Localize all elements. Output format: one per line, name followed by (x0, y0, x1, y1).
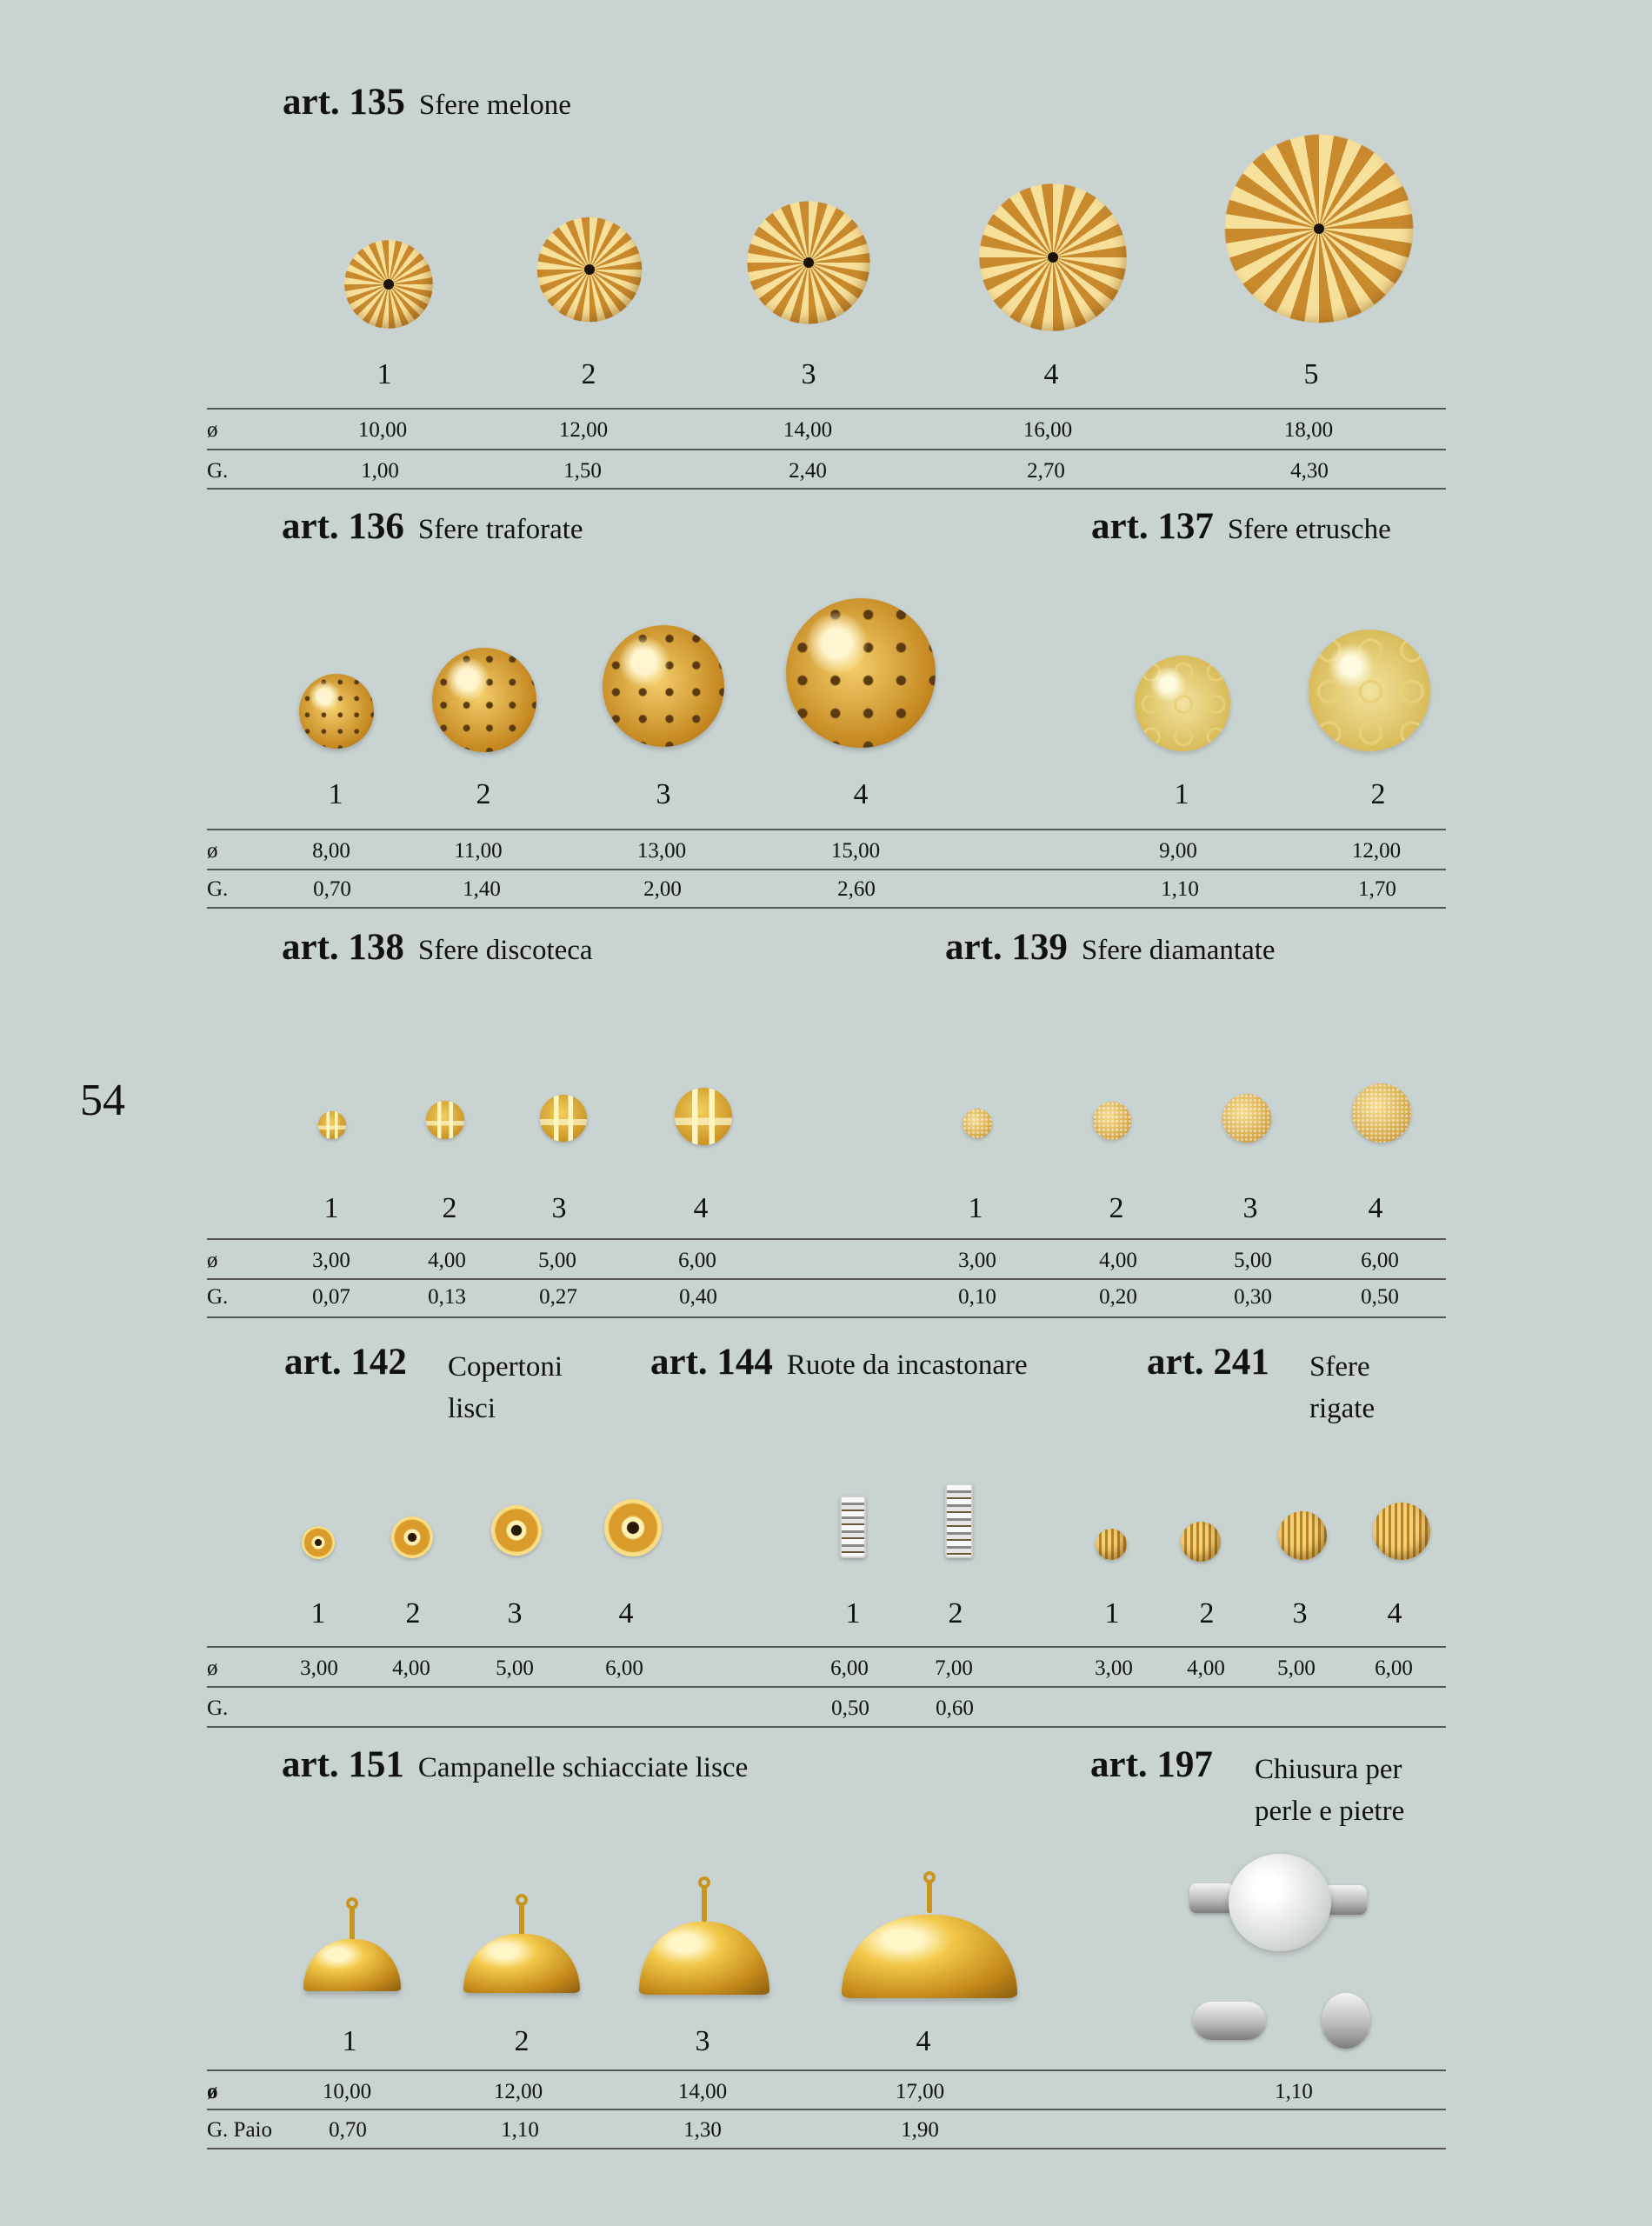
weight-value: 2,00 (643, 877, 682, 901)
item-number: 4 (916, 2025, 931, 2057)
item-number: 4 (1368, 1192, 1383, 1224)
diameter-value: 6,00 (1375, 1656, 1413, 1680)
ribbed-bead-image (1373, 1503, 1430, 1560)
description-line: perle e pietre (1255, 1796, 1405, 1827)
diameter-value: 18,00 (1283, 418, 1334, 442)
weight-value: 0,27 (539, 1285, 577, 1309)
art241-description (1309, 1346, 1375, 1430)
art-number: art. 135 (283, 82, 405, 123)
item-number: 2 (476, 778, 491, 810)
art144-title (650, 1343, 1028, 1381)
table-rule (207, 1726, 1446, 1728)
weight-value: 1,30 (683, 2118, 722, 2142)
art-description: Sfere traforate (417, 514, 583, 545)
weight-value: 0,70 (329, 2118, 367, 2142)
etruscan-bead-image (1309, 630, 1430, 751)
bell-cap-image (463, 1894, 580, 1993)
description-line: Copertoni (448, 1351, 563, 1383)
weight-value: 0,50 (831, 1696, 869, 1720)
weight-label: G. (207, 877, 229, 901)
diameter-value: 10,00 (322, 2080, 372, 2103)
weight-pair-label: G. Paio (207, 2118, 272, 2142)
disco-bead-image (540, 1095, 587, 1142)
item-number: 1 (310, 1597, 326, 1630)
weight-label: G. (207, 1285, 229, 1309)
item-number: 2 (405, 1597, 421, 1630)
weight-label: G. (207, 459, 229, 483)
description-line: Chiusura per (1255, 1754, 1402, 1785)
item-number: 3 (1242, 1192, 1258, 1224)
rondelle-image (391, 1516, 433, 1558)
setting-wheel-image (945, 1483, 973, 1558)
weight-value: 2,60 (837, 877, 876, 901)
art197-description (1255, 1749, 1404, 1832)
table-rule (207, 869, 1446, 870)
diameter-value: 4,00 (1099, 1249, 1137, 1272)
diameter-value: 14,00 (677, 2080, 728, 2103)
page-number: 54 (80, 1076, 125, 1125)
item-number: 1 (328, 778, 343, 810)
item-number: 2 (1370, 778, 1386, 810)
art-number: art. 138 (282, 927, 404, 968)
weight-value: 2,70 (1027, 459, 1065, 483)
weight-value: 1,70 (1358, 877, 1396, 901)
bell-cap-image (842, 1871, 1017, 1998)
diameter-value: 5,00 (496, 1656, 534, 1680)
diameter-value: 12,00 (493, 2080, 543, 2103)
melon-bead-image (534, 214, 645, 325)
melon-bead-image (743, 197, 874, 328)
ribbed-bead-image (1181, 1522, 1221, 1562)
item-number: 4 (1043, 358, 1059, 390)
weight-value: 0,70 (313, 877, 351, 901)
diameter-value: 12,00 (1351, 839, 1402, 863)
rondelle-image (604, 1499, 662, 1556)
weight-value: 0,07 (312, 1285, 350, 1309)
description-line: lisci (448, 1393, 496, 1424)
weight-value: 0,50 (1361, 1285, 1399, 1309)
item-number: 2 (581, 358, 596, 390)
pearl-clasp-image (1229, 1854, 1331, 1951)
table-rule (207, 408, 1446, 410)
diameter-value: 5,00 (1277, 1656, 1316, 1680)
diameter-value: 6,00 (678, 1249, 716, 1272)
table-rule (207, 1316, 1446, 1318)
art197-title (1090, 1746, 1213, 1783)
melon-bead-image (342, 237, 436, 331)
diameter-value: 15,00 (830, 839, 881, 863)
art-number: art. 144 (650, 1342, 773, 1383)
description-line: rigate (1309, 1393, 1376, 1424)
disco-bead-image (426, 1101, 464, 1139)
table-rule (207, 1238, 1446, 1240)
item-number: 3 (656, 778, 671, 810)
description-line: Sfere (1309, 1351, 1370, 1383)
diameter-value: 4,00 (428, 1249, 466, 1272)
diameter-value: 4,00 (1187, 1656, 1225, 1680)
item-number: 2 (1199, 1597, 1215, 1630)
diameter-value: 6,00 (830, 1656, 869, 1680)
etruscan-bead-image (1135, 656, 1230, 751)
weight-value: 0,60 (936, 1696, 974, 1720)
weight-value: 1,00 (361, 459, 399, 483)
diameter-label: ø (207, 2080, 218, 2103)
diameter-label: ø (207, 1656, 218, 1680)
art-description: Sfere etrusche (1227, 514, 1391, 545)
diamond-cut-bead-image (1352, 1083, 1411, 1143)
weight-value: 1,90 (901, 2118, 939, 2142)
diameter-value: 8,00 (312, 839, 350, 863)
diameter-value: 14,00 (783, 418, 833, 442)
diameter-value: 9,00 (1159, 839, 1197, 863)
weight-value: 0,10 (958, 1285, 996, 1309)
diameter-value: 4,00 (392, 1656, 430, 1680)
setting-wheel-image (840, 1496, 866, 1558)
diameter-value: 6,00 (1361, 1249, 1399, 1272)
item-number: 4 (853, 778, 869, 810)
item-number: 4 (693, 1192, 709, 1224)
art137-title (1091, 508, 1391, 545)
item-number: 2 (948, 1597, 963, 1630)
table-rule (207, 449, 1446, 450)
diameter-value: 12,00 (558, 418, 609, 442)
diameter-value: 13,00 (636, 839, 687, 863)
diameter-value: 10,00 (357, 418, 408, 442)
diameter-value: 17,00 (895, 2080, 945, 2103)
weight-value: 1,10 (501, 2118, 539, 2142)
diamond-cut-bead-image (1222, 1094, 1271, 1143)
table-rule (207, 1686, 1446, 1688)
diameter-value: 5,00 (538, 1249, 576, 1272)
weight-value: 1,40 (463, 877, 501, 901)
melon-bead-image (975, 179, 1131, 336)
diameter-value: 6,00 (605, 1656, 643, 1680)
item-number: 2 (442, 1192, 457, 1224)
art-number: art. 142 (284, 1342, 407, 1383)
art-number: art. 241 (1147, 1342, 1269, 1383)
weight-value: 0,13 (428, 1285, 466, 1309)
art135-title (283, 83, 571, 121)
diameter-value: 3,00 (312, 1249, 350, 1272)
diameter-value: 3,00 (958, 1249, 996, 1272)
table-rule (207, 488, 1446, 490)
item-number: 2 (514, 2025, 530, 2057)
ribbed-bead-image (1096, 1529, 1127, 1560)
art142-title (284, 1343, 407, 1381)
item-number: 3 (551, 1192, 567, 1224)
item-number: 4 (618, 1597, 634, 1630)
diamond-cut-bead-image (1093, 1102, 1131, 1140)
table-rule (207, 2109, 1446, 2110)
diameter-label: ø (207, 418, 218, 442)
weight-label: G. (207, 1696, 229, 1720)
item-number: 1 (323, 1192, 339, 1224)
table-rule (207, 1278, 1446, 1280)
art139-title (945, 929, 1276, 966)
disco-bead-image (318, 1111, 346, 1139)
table-rule (207, 2069, 1446, 2071)
rondelle-image (491, 1505, 542, 1556)
item-number: 1 (1174, 778, 1189, 810)
diameter-label: ø (207, 1249, 218, 1272)
item-number: 3 (695, 2025, 710, 2057)
item-number: 3 (801, 358, 816, 390)
art-number: art. 151 (282, 1744, 404, 1785)
table-rule (207, 1646, 1446, 1648)
item-number: 1 (376, 358, 392, 390)
weight-value: 0,40 (679, 1285, 717, 1309)
perforated-bead-image (786, 598, 936, 748)
art-number: art. 136 (282, 506, 404, 547)
art-number: art. 139 (945, 927, 1068, 968)
art-description: Campanelle schiacciate lisce (417, 1752, 749, 1783)
diameter-value: 3,00 (1095, 1656, 1133, 1680)
melon-bead-image (1219, 129, 1419, 329)
art142-description (448, 1346, 563, 1430)
weight-value: 4,30 (1290, 459, 1329, 483)
perforated-bead-image (603, 625, 724, 747)
art-description: Sfere diamantate (1081, 935, 1276, 966)
weight-value: 0,20 (1099, 1285, 1137, 1309)
item-number: 3 (1292, 1597, 1308, 1630)
item-number: 5 (1303, 358, 1319, 390)
table-rule (207, 907, 1446, 909)
disco-bead-image (675, 1088, 732, 1145)
art136-title (282, 508, 583, 545)
diameter-value: 1,10 (1275, 2080, 1313, 2103)
art-description: Ruote da incastonare (786, 1350, 1028, 1381)
weight-value: 0,30 (1234, 1285, 1272, 1309)
weight-value: 2,40 (789, 459, 827, 483)
perforated-bead-image (432, 648, 536, 752)
clasp-part-image (1193, 2002, 1266, 2040)
diameter-value: 11,00 (454, 839, 503, 863)
diameter-value: 16,00 (1023, 418, 1073, 442)
art-description: Sfere discoteca (417, 935, 593, 966)
rondelle-image (302, 1526, 335, 1559)
item-number: 1 (845, 1597, 861, 1630)
art151-title (282, 1746, 748, 1783)
art-number: art. 197 (1090, 1744, 1213, 1785)
bell-cap-image (639, 1876, 769, 1995)
weight-value: 1,50 (563, 459, 602, 483)
art-description: Sfere melone (418, 90, 571, 121)
perforated-bead-image (299, 674, 374, 749)
diameter-value: 7,00 (935, 1656, 973, 1680)
ribbed-bead-image (1278, 1511, 1327, 1560)
diameter-value: 5,00 (1234, 1249, 1272, 1272)
diameter-label: ø (207, 839, 218, 863)
item-number: 2 (1109, 1192, 1124, 1224)
diamond-cut-bead-image (963, 1109, 992, 1138)
bell-cap-image (303, 1897, 401, 1991)
item-number: 1 (1104, 1597, 1120, 1630)
art241-title (1147, 1343, 1269, 1381)
art-number: art. 137 (1091, 506, 1214, 547)
item-number: 4 (1387, 1597, 1402, 1630)
art138-title (282, 929, 593, 966)
table-rule (207, 829, 1446, 830)
diameter-value: 3,00 (300, 1656, 338, 1680)
table-rule (207, 2148, 1446, 2149)
item-number: 1 (342, 2025, 357, 2057)
item-number: 1 (968, 1192, 983, 1224)
item-number: 3 (507, 1597, 523, 1630)
weight-value: 1,10 (1161, 877, 1199, 901)
clasp-part-image (1322, 1993, 1370, 2049)
